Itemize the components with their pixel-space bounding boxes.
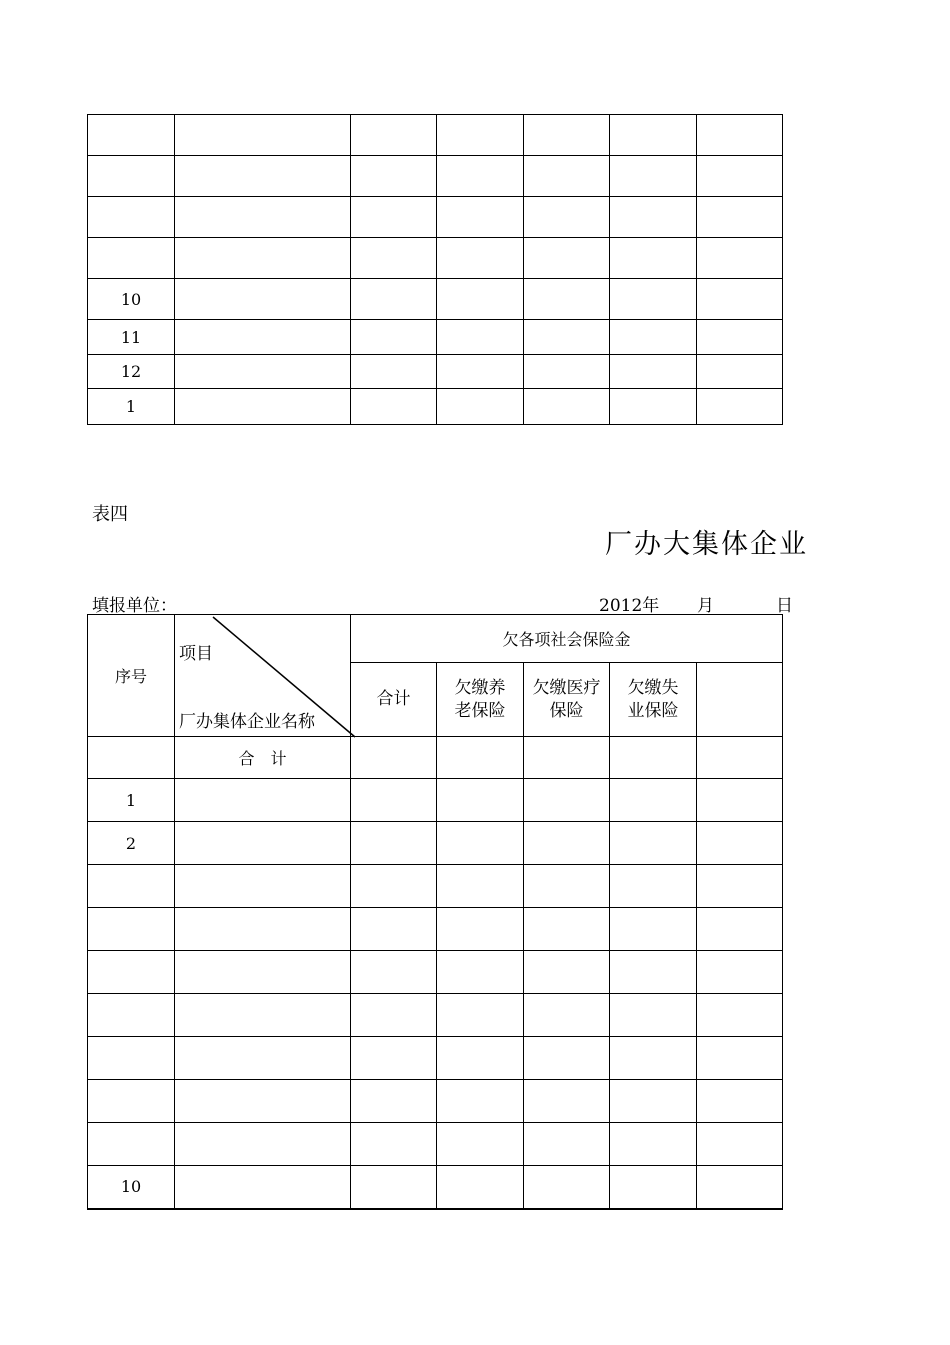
table-cell <box>524 1123 610 1166</box>
table-cell <box>175 951 351 994</box>
table-cell <box>524 994 610 1037</box>
table-cell <box>437 1037 524 1080</box>
top-table-row <box>88 320 783 355</box>
top-table-cell <box>437 238 524 279</box>
top-table-row <box>88 115 783 156</box>
table-cell <box>524 1037 610 1080</box>
table-cell <box>524 908 610 951</box>
header-col-0: 合计 <box>351 663 437 737</box>
table-cell <box>351 1166 437 1209</box>
table-cell <box>351 994 437 1037</box>
top-table-cell <box>610 115 697 156</box>
table-cell <box>610 1037 697 1080</box>
top-table-cell <box>697 156 783 197</box>
top-table-cell <box>175 279 351 320</box>
table-cell <box>351 1123 437 1166</box>
top-row-number: 11 <box>88 320 175 355</box>
table-cell <box>610 779 697 822</box>
top-table-cell <box>351 115 437 156</box>
table-cell <box>351 822 437 865</box>
table-row <box>88 1166 783 1209</box>
top-table-cell <box>351 355 437 389</box>
table-cell <box>524 951 610 994</box>
table-cell <box>175 908 351 951</box>
top-table-cell <box>610 320 697 355</box>
table-cell <box>697 779 783 822</box>
table-label: 表四 <box>92 504 128 525</box>
table-cell <box>351 1037 437 1080</box>
row-number <box>88 1037 175 1080</box>
total-label: 合 计 <box>175 737 351 779</box>
top-table-row <box>88 156 783 197</box>
header-col-4 <box>697 663 783 737</box>
top-table-cell <box>175 238 351 279</box>
table-cell <box>697 1037 783 1080</box>
top-table-cell <box>697 238 783 279</box>
top-table-cell <box>697 320 783 355</box>
table-cell <box>697 865 783 908</box>
top-table-cell <box>437 279 524 320</box>
top-table-row <box>88 197 783 238</box>
top-table-cell <box>175 197 351 238</box>
total-row <box>88 737 783 779</box>
table-cell <box>697 908 783 951</box>
top-table-row <box>88 238 783 279</box>
table-row <box>88 822 783 865</box>
top-row-number <box>88 238 175 279</box>
table-cell <box>610 908 697 951</box>
top-table-cell <box>437 156 524 197</box>
top-table-cell <box>524 156 610 197</box>
table-cell <box>610 951 697 994</box>
table-cell <box>697 822 783 865</box>
row-number <box>88 951 175 994</box>
table-cell <box>437 779 524 822</box>
table-cell <box>437 908 524 951</box>
table-row <box>88 1123 783 1166</box>
top-table-cell <box>524 197 610 238</box>
header-item: 项目 <box>179 644 213 664</box>
table-cell <box>351 951 437 994</box>
row-number <box>88 908 175 951</box>
header-col-3: 欠缴失 业保险 <box>610 663 697 737</box>
top-row-number: 1 <box>88 389 175 425</box>
top-table-cell <box>351 389 437 425</box>
top-table-cell <box>437 389 524 425</box>
top-table-cell <box>524 320 610 355</box>
table-cell <box>610 1080 697 1123</box>
table-cell <box>175 865 351 908</box>
top-table-cell <box>351 320 437 355</box>
row-number: 2 <box>88 822 175 865</box>
table-cell <box>524 865 610 908</box>
row-number <box>88 1080 175 1123</box>
table-cell <box>351 1080 437 1123</box>
table-cell <box>610 822 697 865</box>
table-four <box>87 614 783 1210</box>
top-table-cell <box>524 389 610 425</box>
top-table-cell <box>175 156 351 197</box>
table-cell <box>175 1166 351 1209</box>
top-row-number <box>88 156 175 197</box>
table-cell <box>175 1037 351 1080</box>
table-cell <box>697 1080 783 1123</box>
top-table-cell <box>610 279 697 320</box>
top-table-cell <box>175 389 351 425</box>
top-row-number <box>88 197 175 238</box>
table-cell <box>697 1123 783 1166</box>
table-row <box>88 865 783 908</box>
table-cell <box>610 865 697 908</box>
table-cell <box>610 994 697 1037</box>
top-table-cell <box>524 355 610 389</box>
total-cell <box>524 737 610 779</box>
total-cell <box>437 737 524 779</box>
table-cell <box>610 1123 697 1166</box>
top-table-cell <box>437 320 524 355</box>
table-cell <box>437 865 524 908</box>
date-year: 2012年 <box>599 596 660 616</box>
table-row <box>88 908 783 951</box>
table-row <box>88 1037 783 1080</box>
table-cell <box>351 908 437 951</box>
table-cell <box>697 951 783 994</box>
top-table-cell <box>524 115 610 156</box>
table-cell <box>437 1123 524 1166</box>
top-table-row <box>88 355 783 389</box>
table-cell <box>610 1166 697 1209</box>
total-cell <box>610 737 697 779</box>
top-table-cell <box>437 197 524 238</box>
header-seq: 序号 <box>88 615 175 737</box>
top-table-cell <box>610 156 697 197</box>
top-table-cell <box>697 279 783 320</box>
row-number: 1 <box>88 779 175 822</box>
table-cell <box>437 1080 524 1123</box>
top-table-cell <box>524 238 610 279</box>
table-cell <box>697 1166 783 1209</box>
top-table-cell <box>610 355 697 389</box>
table-cell <box>351 865 437 908</box>
top-table-row <box>88 389 783 425</box>
top-table <box>87 114 783 425</box>
date-month: 月 <box>697 596 714 616</box>
table-cell <box>524 1166 610 1209</box>
top-table-cell <box>175 115 351 156</box>
top-table-cell <box>524 279 610 320</box>
top-table-cell <box>175 355 351 389</box>
top-table-cell <box>437 115 524 156</box>
top-table-cell <box>697 197 783 238</box>
reporting-unit-label: 填报单位： <box>92 596 177 616</box>
top-table-cell <box>351 197 437 238</box>
table-cell <box>175 779 351 822</box>
top-table-row <box>88 279 783 320</box>
row-number <box>88 1123 175 1166</box>
table-cell <box>175 994 351 1037</box>
table-row <box>88 994 783 1037</box>
top-table-cell <box>697 115 783 156</box>
top-table-cell <box>437 355 524 389</box>
table-cell <box>175 1080 351 1123</box>
top-table-cell <box>610 197 697 238</box>
table-cell <box>524 779 610 822</box>
table-cell <box>175 822 351 865</box>
top-table-cell <box>697 355 783 389</box>
top-table-cell <box>351 238 437 279</box>
header-col-2: 欠缴医疗 保险 <box>524 663 610 737</box>
top-table-cell <box>175 320 351 355</box>
table-cell <box>175 1123 351 1166</box>
row-number: 10 <box>88 1166 175 1209</box>
table-cell <box>524 1080 610 1123</box>
top-table-cell <box>610 389 697 425</box>
header-company-name: 厂办集体企业名称 <box>179 712 315 732</box>
table-cell <box>524 822 610 865</box>
row-number <box>88 994 175 1037</box>
table-cell <box>351 779 437 822</box>
total-cell <box>697 737 783 779</box>
header-col-1: 欠缴养 老保险 <box>437 663 524 737</box>
report-title: 厂办大集体企业 <box>605 529 808 560</box>
table-cell <box>697 994 783 1037</box>
table-cell <box>437 994 524 1037</box>
total-cell <box>351 737 437 779</box>
top-table-cell <box>351 156 437 197</box>
table-row <box>88 1080 783 1123</box>
row-number <box>88 865 175 908</box>
total-cell <box>88 737 175 779</box>
top-row-number <box>88 115 175 156</box>
header-diagonal-cell <box>175 615 351 737</box>
table-cell <box>437 1166 524 1209</box>
top-table-cell <box>610 238 697 279</box>
table-row <box>88 779 783 822</box>
table-cell <box>437 822 524 865</box>
top-table-cell <box>697 389 783 425</box>
header-group: 欠各项社会保险金 <box>351 615 783 663</box>
table-cell <box>437 951 524 994</box>
top-table-cell <box>351 279 437 320</box>
top-row-number: 10 <box>88 279 175 320</box>
table-row <box>88 951 783 994</box>
top-row-number: 12 <box>88 355 175 389</box>
date-day: 日 <box>776 596 793 616</box>
